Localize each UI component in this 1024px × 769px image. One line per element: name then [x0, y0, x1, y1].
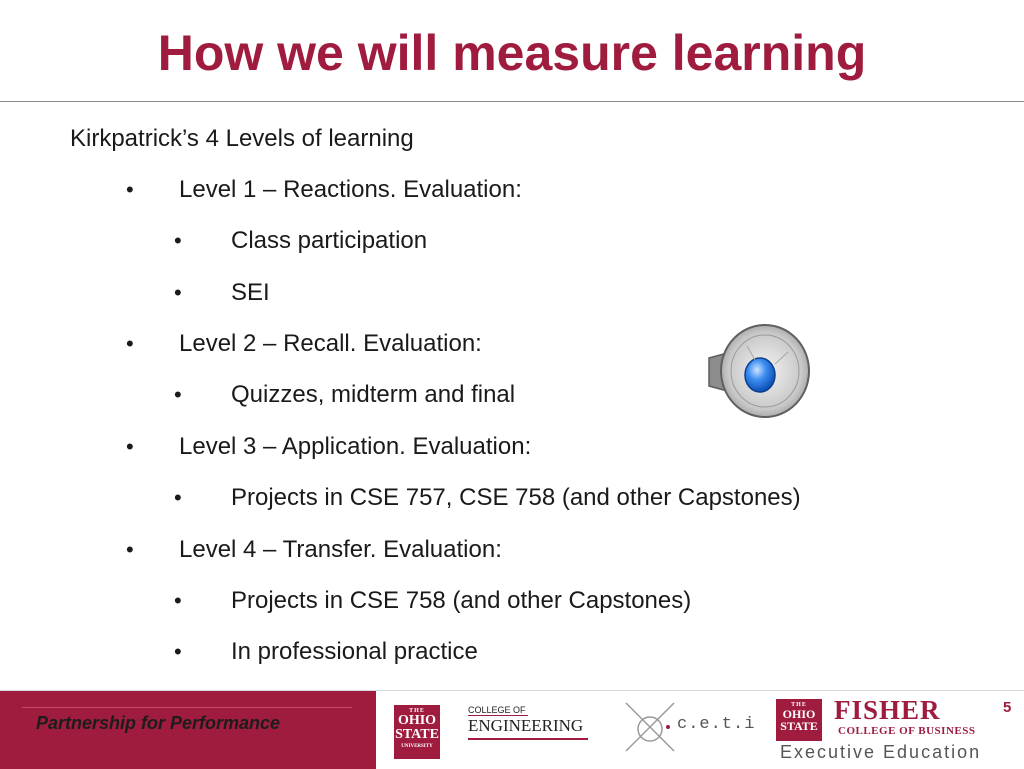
- fisher-logo-subtitle: COLLEGE OF BUSINESS: [838, 725, 976, 737]
- bullet-glyph: •: [126, 177, 134, 202]
- osu-logo-bottom: UNIVERSITY: [401, 744, 433, 749]
- bullet-glyph: •: [126, 434, 134, 459]
- page-number: 5: [1003, 699, 1012, 716]
- footer-tagline: Partnership for Performance: [36, 713, 281, 733]
- bullet-glyph: •: [174, 228, 182, 253]
- bullet-glyph: •: [174, 588, 182, 613]
- list-item-level-1: Level 1 – Reactions. Evaluation:: [179, 176, 522, 203]
- list-item-level-2: Class participation: [231, 227, 428, 254]
- list-item-level-1: Level 3 – Application. Evaluation:: [179, 433, 532, 460]
- ceti-logo-text: c.e.t.i: [677, 715, 756, 734]
- osu-logo: [394, 705, 440, 759]
- coe-logo-big: ENGINEERING: [468, 716, 588, 740]
- osu-logo-small: [776, 699, 822, 741]
- bullet-glyph: •: [126, 331, 134, 356]
- list-item-level-2: In professional practice: [231, 638, 478, 665]
- fisher-logo-title: FISHER: [834, 695, 941, 725]
- slide-title: How we will measure learning: [157, 25, 867, 81]
- list-item-level-2: Projects in CSE 757, CSE 758 (and other Capstones): [231, 484, 801, 511]
- coe-logo-small: COLLEGE OF: [468, 705, 528, 716]
- list-item-level-1: Level 2 – Recall. Evaluation:: [179, 330, 482, 357]
- list-item-level-2: Projects in CSE 758 (and other Capstones): [231, 587, 692, 614]
- osu-logo-line2: STATE: [780, 719, 818, 733]
- osu-logo-line2: STATE: [395, 727, 439, 742]
- osu-logo-line1: OHIO: [397, 713, 437, 728]
- list-item-level-1: Level 4 – Transfer. Evaluation:: [179, 536, 502, 563]
- footer-band: [0, 691, 376, 769]
- osu-logo-top: THE: [409, 708, 425, 714]
- slide-footer: [0, 690, 1024, 769]
- bullet-glyph: •: [174, 382, 182, 407]
- list-item-level-2: Quizzes, midterm and final: [231, 381, 516, 408]
- list-item-level-2: SEI: [231, 279, 270, 306]
- bullet-glyph: •: [126, 537, 134, 562]
- osu-logo-line1: OHIO: [782, 707, 816, 721]
- bullet-glyph: •: [174, 639, 182, 664]
- content-heading: Kirkpatrick’s 4 Levels of learning: [70, 125, 414, 152]
- osu-logo-top: THE: [791, 702, 807, 708]
- ceti-logo-icon: [620, 697, 680, 757]
- fisher-executive-education: Executive Education: [780, 742, 982, 762]
- bullet-glyph: •: [174, 280, 182, 305]
- speaker-icon[interactable]: [703, 322, 813, 420]
- bullet-glyph: •: [174, 485, 182, 510]
- college-of-engineering-logo: [468, 705, 588, 745]
